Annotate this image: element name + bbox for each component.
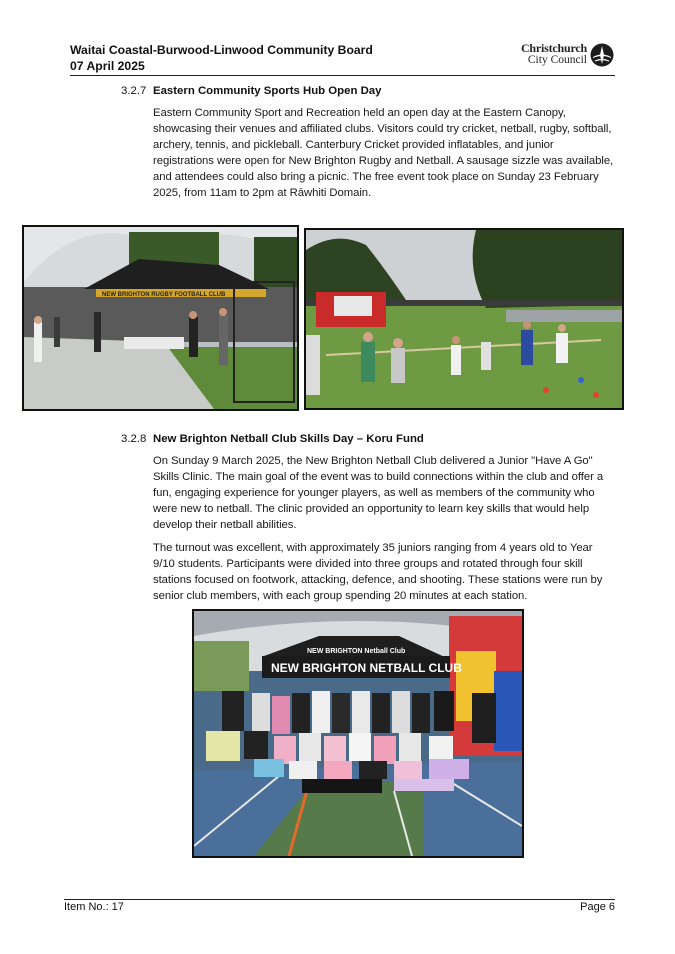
photo-rugby-tent (22, 225, 299, 411)
tent-banner-text: NEW BRIGHTON RUGBY FOOTBALL CLUB (102, 292, 226, 298)
section-3-2-8 (121, 432, 616, 604)
netball-group-image (194, 611, 522, 856)
rugby-tent-image (24, 227, 297, 409)
section-heading (121, 432, 616, 447)
section-title: Eastern Community Sports Hub Open Day (153, 85, 382, 97)
section-paragraph: Eastern Community Sport and Recreation held an open day at the Eastern Canopy, showcasing their venues and affiliated clubs. Visitors could try cricket, netball, rugby, softball, archery, tennis, and pickleball. Canterbury Cricket provided inflatables, and junior registrations were open for New Brighton Rugby and Netball. A sausage sizzle was available, and attendees could also bring a picnic. The free event took place on Sunday 23 February 2025, from 11am to 2pm at Rāwhiti Domain. (153, 107, 614, 199)
section-paragraph-1: On Sunday 9 March 2025, the New Brighton Netball Club delivered a Junior "Have A Go" Skills Clinic. The main goal of the event was to build connections within the club and offer a fun, engaging experience for younger players, as well as members of the community who were new to netball. The clinic provided an opportunity to learn key skills that would help develop their netball abilities. (153, 455, 604, 531)
item-number: Item No.: 17 (64, 901, 124, 913)
board-title: Waitai Coastal-Burwood-Linwood Community Board (70, 43, 373, 57)
section-title: New Brighton Netball Club Skills Day – Koru Fund (153, 433, 424, 445)
tug-of-war-image (306, 230, 622, 408)
meeting-date: 07 April 2025 (70, 59, 145, 73)
netball-banner-large: NEW BRIGHTON NETBALL CLUB (271, 661, 462, 675)
header-divider (70, 75, 615, 76)
photo-netball-group (192, 609, 524, 858)
page-number: Page 6 (580, 901, 615, 913)
page-footer (64, 901, 615, 917)
section-heading (121, 84, 616, 99)
page-header (70, 42, 615, 76)
netball-banner-small: NEW BRIGHTON Netball Club (307, 648, 406, 655)
section-paragraph-2: The turnout was excellent, with approximately 35 juniors ranging from 4 years old to Year 9/10 students. Participants were divided into three groups and rotated through four skill stations focused on footwork, attacking, defence, and shooting. These stations were run by senior club members, with each group spending 20 minutes at each station. (153, 542, 603, 602)
council-logo (515, 42, 615, 70)
logo-line-1: Christchurch (520, 41, 587, 55)
logo-line-2: City Council (527, 54, 587, 66)
section-3-2-7 (121, 84, 616, 201)
section-number: 3.2.8 (121, 433, 147, 445)
council-emblem-icon (590, 43, 614, 67)
photo-tug-of-war (304, 228, 624, 410)
section-number: 3.2.7 (121, 85, 147, 97)
footer-divider (64, 899, 615, 900)
